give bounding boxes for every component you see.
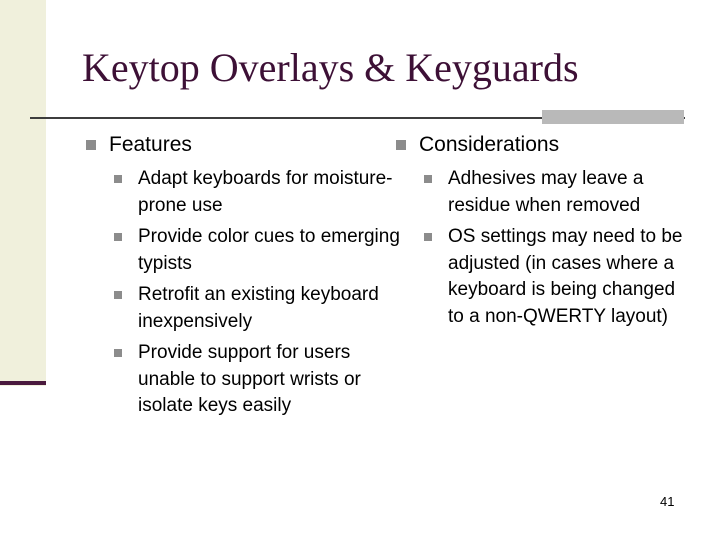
page-number: 41 (660, 494, 675, 509)
square-bullet-icon (114, 175, 122, 183)
title-divider-accent (542, 110, 684, 124)
list-item (84, 340, 410, 420)
square-bullet-icon (114, 291, 122, 299)
square-bullet-icon (114, 349, 122, 357)
square-bullet-icon (424, 175, 432, 183)
features-list (84, 166, 400, 420)
side-decoration-bar (0, 0, 46, 386)
considerations-list (394, 166, 694, 330)
list-item-text: Retrofit an existing keyboard inexpensively (138, 284, 379, 332)
square-bullet-icon (396, 140, 406, 150)
square-bullet-icon (424, 233, 432, 241)
side-decoration-accent (0, 381, 46, 385)
square-bullet-icon (86, 140, 96, 150)
features-heading-label: Features (109, 133, 192, 156)
list-item-text: Adhesives may leave a residue when removed (448, 168, 644, 216)
list-item (394, 166, 686, 219)
features-heading (84, 132, 384, 158)
list-item (84, 166, 410, 219)
list-item (84, 282, 410, 335)
considerations-heading (394, 132, 694, 158)
list-item-text: Adapt keyboards for moisture-prone use (138, 168, 393, 216)
list-item-text: Provide color cues to emerging typists (138, 226, 400, 274)
list-item (84, 224, 410, 277)
list-item (394, 224, 686, 330)
considerations-heading-label: Considerations (419, 133, 560, 156)
features-column (84, 132, 400, 425)
considerations-column (394, 132, 694, 335)
slide-title: Keytop Overlays & Keyguards (82, 45, 579, 90)
list-item-text: Provide support for users unable to support wrists or isolate keys easily (138, 342, 361, 416)
list-item-text: OS settings may need to be adjusted (in cases where a keyboard is being changed to a non-QWERTY layout) (448, 226, 683, 327)
square-bullet-icon (114, 233, 122, 241)
